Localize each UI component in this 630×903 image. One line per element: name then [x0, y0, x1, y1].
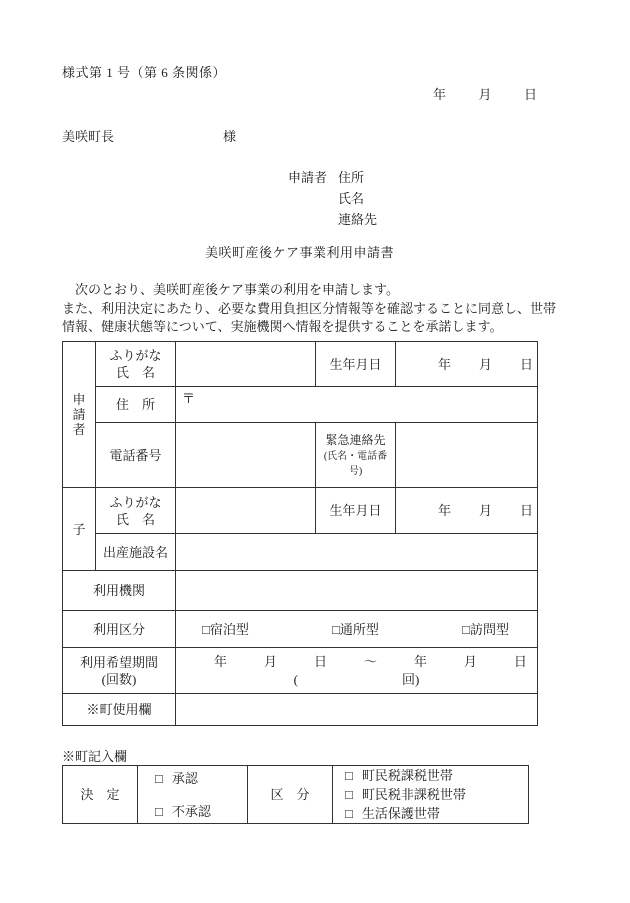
decision-label-cell: 決 定: [63, 766, 138, 824]
option-daycare-label: 通所型: [339, 621, 379, 637]
option-taxed-household: [345, 766, 453, 785]
applicant-field-name: 氏名: [338, 191, 365, 206]
use-category-options: [176, 621, 537, 638]
name-label: 氏 名: [115, 511, 155, 527]
child-birthdate-ymd: [396, 502, 537, 519]
applicant-field-contact: 連絡先: [338, 212, 378, 227]
month-label: 月: [463, 653, 477, 669]
option-approved: [155, 770, 198, 787]
addressee-honorific: 様: [223, 129, 237, 144]
phone-entry-cell: [176, 423, 316, 488]
intro-line-1: 次のとおり、美咲町産後ケア事業の利用を申請します。: [62, 282, 399, 297]
child-birthdate-entry-cell: [396, 488, 538, 534]
decision-options-cell: [138, 766, 248, 824]
checkbox-icon: □: [462, 621, 470, 637]
address-label-cell: 住 所: [96, 387, 176, 423]
applicant-group-label: 申請者: [72, 392, 86, 437]
checkbox-icon: □: [155, 770, 163, 786]
year-label: 年: [413, 653, 427, 669]
year-label: 年: [214, 653, 228, 669]
use-category-options-cell: [176, 611, 538, 648]
option-not-approved: [155, 803, 211, 820]
emergency-contact-label-cell: [316, 423, 396, 488]
emergency-label-line3: 号): [348, 466, 363, 477]
option-daycare: [332, 621, 379, 638]
header-date-line: [433, 84, 537, 103]
use-institution-entry-cell: [176, 571, 538, 611]
applicant-field-address: 住所: [338, 170, 365, 185]
option-tax-exempt-household: [345, 785, 466, 804]
option-welfare-household: [345, 804, 440, 823]
use-category-label-cell: 利用区分: [63, 611, 176, 648]
option-approved-label: 承認: [171, 770, 198, 786]
header-date-day: 日: [523, 87, 537, 102]
category-label-cell: 区 分: [248, 766, 333, 824]
day-label: 日: [313, 653, 327, 669]
option-visit-label: 訪問型: [469, 621, 509, 637]
checkbox-icon: □: [345, 806, 353, 821]
emergency-label-line2: (氏名・電話番: [323, 451, 388, 462]
year-label: 年: [438, 356, 452, 372]
postal-mark: 〒: [182, 391, 196, 406]
checkbox-icon: □: [332, 621, 340, 637]
header-date-year: 年: [433, 87, 447, 102]
checkbox-icon: □: [155, 803, 163, 819]
applicant-birthdate-ymd: [396, 356, 537, 373]
option-overnight-label: 宿泊型: [209, 621, 249, 637]
option-not-approved-label: 不承認: [171, 803, 211, 819]
intro-paragraph: [62, 281, 564, 337]
document-title: 美咲町産後ケア事業利用申請書: [204, 245, 394, 260]
applicant-header-block: [288, 167, 377, 230]
category-options: [333, 766, 528, 823]
tilde-separator: ～: [363, 653, 377, 669]
option-tax-exempt-household-label: 町民税非課税世帯: [361, 787, 466, 802]
use-period-entry-cell: [176, 648, 538, 694]
child-name-label-cell: [96, 488, 176, 534]
town-entry-table: [62, 765, 529, 824]
use-institution-label-cell: 利用機関: [63, 571, 176, 611]
phone-label-cell: 電話番号: [96, 423, 176, 488]
month-label: 月: [478, 356, 492, 372]
emergency-label-line1: 緊急連絡先: [325, 433, 386, 447]
day-label: 日: [519, 356, 533, 372]
application-main-table: [62, 341, 538, 726]
applicant-name-entry-cell: [176, 342, 316, 387]
day-label: 日: [519, 503, 533, 518]
category-options-cell: [333, 766, 529, 824]
month-label: 月: [263, 653, 277, 669]
town-use-label-cell: ※町使用欄: [63, 694, 176, 726]
decision-options: [138, 770, 247, 820]
header-date-month: 月: [478, 87, 492, 102]
applicant-birthdate-entry-cell: [396, 342, 538, 387]
year-label: 年: [438, 503, 452, 518]
birth-facility-label-cell: 出産施設名: [96, 534, 176, 571]
intro-line-2: また、利用決定にあたり、必要な費用負担区分情報等を確認することに同意し、世帯: [62, 300, 557, 316]
month-label: 月: [478, 503, 492, 518]
option-taxed-household-label: 町民税課税世帯: [361, 768, 453, 783]
addressee-line: [62, 126, 236, 145]
town-use-entry-cell: [176, 694, 538, 726]
use-period-label-cell: [63, 648, 176, 694]
option-overnight: [202, 621, 249, 638]
child-group-cell: [63, 488, 96, 571]
furigana-label: ふりがな: [109, 348, 162, 363]
use-period-label-line2: (回数): [101, 671, 137, 687]
emergency-entry-cell: [396, 423, 538, 488]
use-period-label-line1: 利用希望期間: [79, 654, 158, 670]
town-entry-section-label: ※町記入欄: [62, 749, 128, 764]
applicant-label: 申請者: [288, 170, 328, 185]
child-group-label: 子: [72, 521, 86, 537]
applicant-group-cell: [63, 342, 96, 488]
address-entry-cell: [176, 387, 538, 423]
name-label: 氏 名: [115, 365, 155, 380]
option-visit: [462, 621, 509, 638]
child-birthdate-label-cell: 生年月日: [316, 488, 396, 534]
intro-line-3: 情報、健康状態等について、実施機関へ情報を提供することを承諾します。: [62, 319, 503, 334]
applicant-name-label-cell: [96, 342, 176, 387]
day-label: 日: [513, 653, 527, 669]
checkbox-icon: □: [202, 621, 210, 637]
checkbox-icon: □: [345, 787, 353, 802]
form-number: 様式第 1 号（第 6 条関係）: [62, 65, 227, 80]
furigana-label: ふりがな: [109, 494, 162, 510]
applicant-birthdate-label-cell: 生年月日: [316, 342, 396, 387]
option-welfare-household-label: 生活保護世帯: [361, 806, 440, 821]
use-period-count: ( 回): [293, 671, 420, 687]
addressee-name: 美咲町長: [62, 129, 115, 144]
birth-facility-entry-cell: [176, 534, 538, 571]
applicant-fields: [338, 167, 377, 230]
use-period-date-range: [176, 653, 537, 671]
child-name-entry-cell: [176, 488, 316, 534]
checkbox-icon: □: [345, 768, 353, 783]
